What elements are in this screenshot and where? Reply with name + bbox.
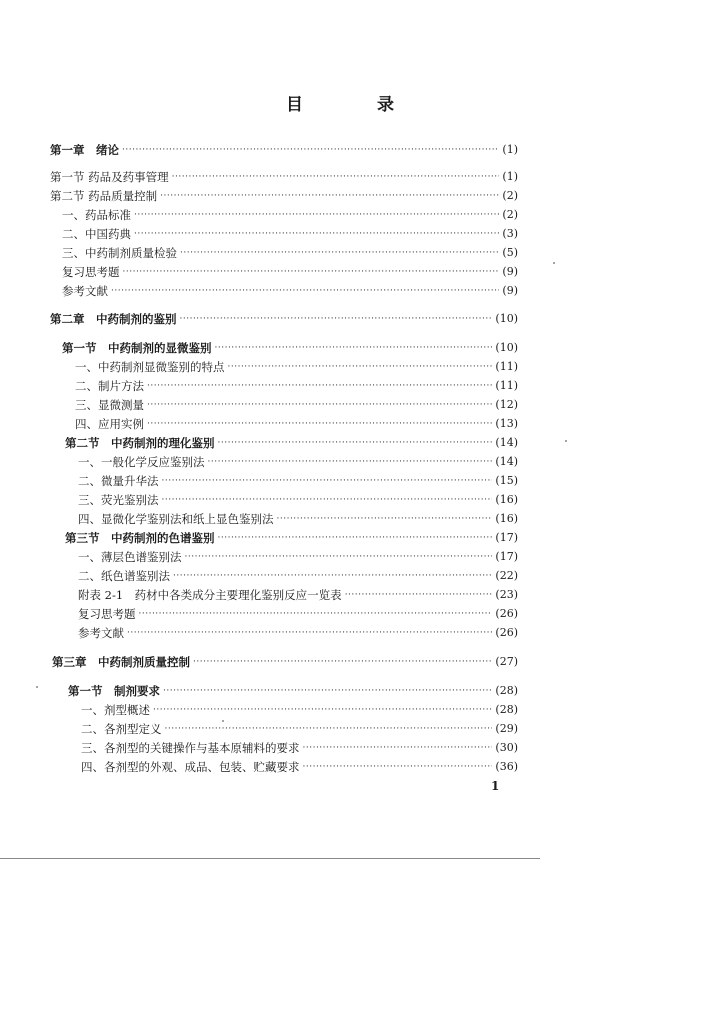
entry-label: 四、显微化学鉴别法和纸上显色鉴别法: [78, 512, 274, 526]
toc-section: [68, 682, 518, 700]
toc-item: [81, 720, 518, 738]
entry-label: 第一节 制剂要求: [68, 684, 160, 698]
entry-label: 二、各剂型定义: [81, 722, 162, 736]
entry-label: 第三节 中药制剂的色谱鉴别: [65, 531, 215, 545]
toc-section: [50, 187, 518, 205]
leader-dots: [123, 263, 500, 281]
toc-item: [75, 358, 518, 376]
entry-page: (22): [495, 569, 518, 582]
entry-label: 二、中国药典: [62, 227, 131, 241]
toc-chapter: [50, 310, 518, 328]
toc-item: [75, 396, 518, 414]
leader-dots: [127, 624, 492, 642]
toc-item: [62, 282, 518, 300]
toc-item: [81, 701, 518, 719]
entry-page: (2): [502, 208, 518, 221]
toc-item: [78, 548, 518, 566]
entry-label: 第三章 中药制剂质量控制: [52, 655, 190, 669]
entry-label: 四、应用实例: [75, 417, 144, 431]
toc-item: [81, 739, 518, 757]
entry-label: 附表 2-1 药材中各类成分主要理化鉴别反应一览表: [78, 588, 342, 602]
leader-dots: [277, 510, 493, 528]
scan-speck: [222, 720, 224, 722]
leader-dots: [162, 491, 493, 509]
entry-page: (11): [495, 379, 518, 392]
entry-label: 第一章 绪论: [50, 143, 119, 157]
leader-dots: [180, 310, 493, 328]
leader-dots: [185, 548, 493, 566]
page-number: 1: [491, 779, 500, 793]
leader-dots: [122, 141, 499, 159]
entry-page: (14): [495, 436, 518, 449]
leader-dots: [173, 567, 492, 585]
entry-label: 一、剂型概述: [81, 703, 150, 717]
entry-page: (36): [495, 760, 518, 773]
entry-label: 一、一般化学反应鉴别法: [78, 455, 205, 469]
entry-page: (1): [502, 143, 518, 156]
entry-page: (2): [502, 189, 518, 202]
leader-dots: [147, 415, 492, 433]
entry-page: (30): [495, 741, 518, 754]
scan-artifact-line: [0, 858, 540, 859]
entry-page: (10): [495, 341, 518, 354]
entry-label: 第二节 中药制剂的理化鉴别: [65, 436, 215, 450]
toc-section: [50, 168, 518, 186]
toc-item: [75, 377, 518, 395]
entry-label: 二、制片方法: [75, 379, 144, 393]
entry-page: (3): [502, 227, 518, 240]
entry-page: (28): [495, 684, 518, 697]
entry-page: (16): [495, 512, 518, 525]
entry-page: (12): [495, 398, 518, 411]
leader-dots: [215, 339, 493, 357]
toc-item: [78, 510, 518, 528]
entry-label: 三、各剂型的关键操作与基本原辅料的要求: [81, 741, 300, 755]
entry-page: (11): [495, 360, 518, 373]
entry-label: 四、各剂型的外观、成品、包装、贮藏要求: [81, 760, 300, 774]
scan-speck: [36, 686, 38, 688]
entry-page: (26): [495, 626, 518, 639]
leader-dots: [134, 225, 499, 243]
toc-section: [65, 529, 518, 547]
leader-dots: [147, 396, 492, 414]
toc-chapter: [50, 141, 518, 159]
scan-speck: [553, 262, 555, 264]
leader-dots: [303, 739, 493, 757]
scan-speck: [565, 440, 567, 442]
toc-item: [75, 415, 518, 433]
leader-dots: [193, 653, 492, 671]
toc-section: [65, 434, 518, 452]
entry-label: 三、荧光鉴别法: [78, 493, 159, 507]
entry-label: 参考文献: [62, 284, 108, 298]
leader-dots: [172, 168, 500, 186]
entry-label: 二、微量升华法: [78, 474, 159, 488]
entry-page: (5): [502, 246, 518, 259]
entry-label: 一、药品标准: [62, 208, 131, 222]
toc-item: [78, 453, 518, 471]
leader-dots: [162, 472, 493, 490]
toc-item: [62, 244, 518, 262]
entry-page: (9): [502, 265, 518, 278]
page-title: 目 录: [286, 95, 428, 115]
entry-label: 第一节 中药制剂的显微鉴别: [62, 341, 212, 355]
entry-page: (28): [495, 703, 518, 716]
entry-label: 三、显微测量: [75, 398, 144, 412]
toc-item: [62, 206, 518, 224]
entry-page: (23): [495, 588, 518, 601]
toc-item: [78, 605, 518, 623]
entry-page: (1): [502, 170, 518, 183]
toc-section: [62, 339, 518, 357]
leader-dots: [139, 605, 493, 623]
leader-dots: [218, 529, 493, 547]
entry-page: (9): [502, 284, 518, 297]
toc-item: [62, 263, 518, 281]
leader-dots: [163, 682, 492, 700]
leader-dots: [153, 701, 492, 719]
leader-dots: [165, 720, 493, 738]
toc-item: [78, 472, 518, 490]
entry-label: 二、纸色谱鉴别法: [78, 569, 170, 583]
entry-page: (10): [495, 312, 518, 325]
leader-dots: [303, 758, 493, 776]
leader-dots: [345, 586, 493, 604]
entry-label: 一、中药制剂显微鉴别的特点: [75, 360, 225, 374]
leader-dots: [147, 377, 492, 395]
toc-item: [78, 586, 518, 604]
entry-page: (17): [495, 550, 518, 563]
entry-page: (16): [495, 493, 518, 506]
toc-item: [78, 624, 518, 642]
entry-page: (17): [495, 531, 518, 544]
entry-page: (13): [495, 417, 518, 430]
toc-item: [78, 491, 518, 509]
entry-page: (27): [495, 655, 518, 668]
entry-label: 第二节 药品质量控制: [50, 189, 158, 203]
leader-dots: [160, 187, 499, 205]
entry-label: 参考文献: [78, 626, 124, 640]
leader-dots: [218, 434, 493, 452]
leader-dots: [180, 244, 499, 262]
leader-dots: [134, 206, 499, 224]
toc-chapter: [52, 653, 518, 671]
entry-label: 复习思考题: [78, 607, 136, 621]
entry-label: 复习思考题: [62, 265, 120, 279]
entry-label: 第二章 中药制剂的鉴别: [50, 312, 177, 326]
leader-dots: [208, 453, 493, 471]
toc-item: [78, 567, 518, 585]
toc-item: [81, 758, 518, 776]
entry-label: 三、中药制剂质量检验: [62, 246, 177, 260]
entry-page: (14): [495, 455, 518, 468]
entry-page: (29): [495, 722, 518, 735]
entry-label: 一、薄层色谱鉴别法: [78, 550, 182, 564]
entry-page: (26): [495, 607, 518, 620]
leader-dots: [111, 282, 499, 300]
toc-item: [62, 225, 518, 243]
leader-dots: [228, 358, 493, 376]
entry-label: 第一节 药品及药事管理: [50, 170, 169, 184]
entry-page: (15): [495, 474, 518, 487]
